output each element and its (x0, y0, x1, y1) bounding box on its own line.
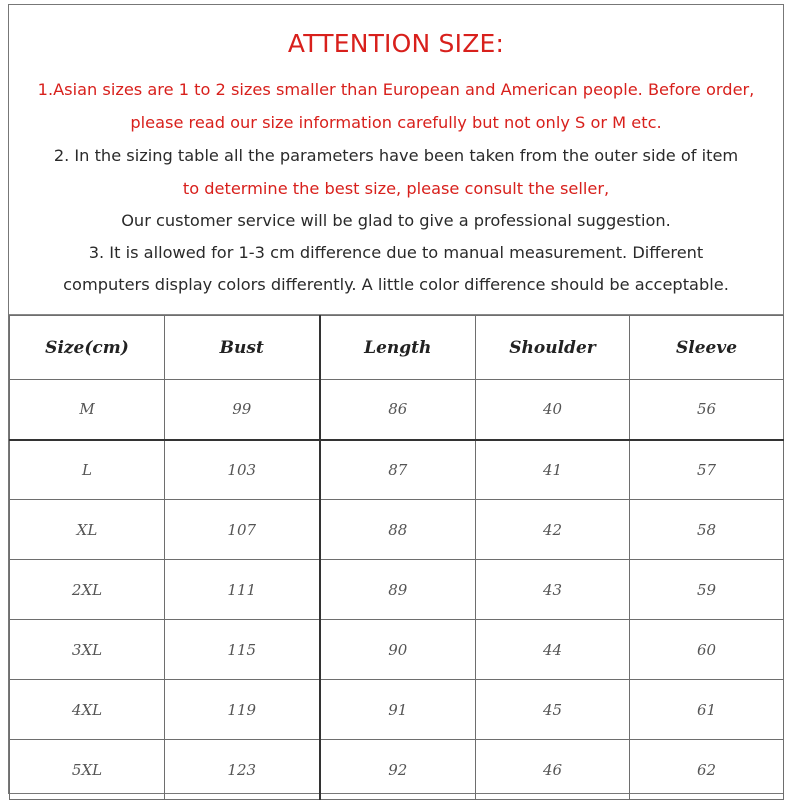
cell-length: 88 (320, 500, 476, 560)
notice-line: 1.Asian sizes are 1 to 2 sizes smaller than European and American people. Before order, (37, 80, 755, 99)
cell-length: 92 (320, 740, 476, 800)
cell-size: M (10, 380, 165, 440)
notice-line: Our customer service will be glad to give a professional suggestion. (121, 211, 671, 230)
header-size: Size(cm) (10, 316, 165, 380)
cell-shoulder: 45 (476, 680, 630, 740)
cell-bust: 123 (165, 740, 320, 800)
cell-bust: 107 (165, 500, 320, 560)
table-row (10, 620, 784, 680)
header-bust: Bust (165, 316, 320, 380)
cell-bust: 103 (165, 440, 320, 500)
cell-sleeve: 62 (630, 740, 784, 800)
cell-shoulder: 42 (476, 500, 630, 560)
cell-sleeve: 60 (630, 620, 784, 680)
header-length: Length (320, 316, 476, 380)
cell-size: 4XL (10, 680, 165, 740)
cell-size: 3XL (10, 620, 165, 680)
table-row (10, 560, 784, 620)
table-row (10, 440, 784, 500)
cell-bust: 119 (165, 680, 320, 740)
header-shoulder: Shoulder (476, 316, 630, 380)
cell-shoulder: 40 (476, 380, 630, 440)
table-row (10, 500, 784, 560)
cell-length: 87 (320, 440, 476, 500)
cell-sleeve: 58 (630, 500, 784, 560)
size-chart-sheet (8, 4, 784, 794)
size-table (9, 315, 784, 800)
cell-sleeve: 57 (630, 440, 784, 500)
cell-size: 5XL (10, 740, 165, 800)
cell-shoulder: 41 (476, 440, 630, 500)
cell-size: 2XL (10, 560, 165, 620)
cell-bust: 111 (165, 560, 320, 620)
notice-line: 3. It is allowed for 1-3 cm difference due to manual measurement. Different (88, 243, 704, 262)
table-row (10, 680, 784, 740)
cell-shoulder: 46 (476, 740, 630, 800)
notice-title: ATTENTION SIZE: (287, 29, 505, 58)
cell-bust: 115 (165, 620, 320, 680)
cell-length: 91 (320, 680, 476, 740)
cell-length: 90 (320, 620, 476, 680)
table-row (10, 380, 784, 440)
cell-shoulder: 43 (476, 560, 630, 620)
notice-line: 2. In the sizing table all the parameters have been taken from the outer side of item (53, 146, 739, 165)
cell-size: XL (10, 500, 165, 560)
notice-line: computers display colors differently. A little color difference should be acceptable. (63, 275, 729, 294)
cell-length: 89 (320, 560, 476, 620)
cell-bust: 99 (165, 380, 320, 440)
cell-shoulder: 44 (476, 620, 630, 680)
cell-size: L (10, 440, 165, 500)
notice-line: to determine the best size, please consult the seller, (182, 179, 610, 198)
cell-sleeve: 56 (630, 380, 784, 440)
notice-line: please read our size information carefully but not only S or M etc. (130, 113, 662, 132)
attention-notice (9, 5, 783, 315)
table-row (10, 740, 784, 800)
table-header-row (10, 316, 784, 380)
cell-sleeve: 61 (630, 680, 784, 740)
header-sleeve: Sleeve (630, 316, 784, 380)
cell-length: 86 (320, 380, 476, 440)
cell-sleeve: 59 (630, 560, 784, 620)
